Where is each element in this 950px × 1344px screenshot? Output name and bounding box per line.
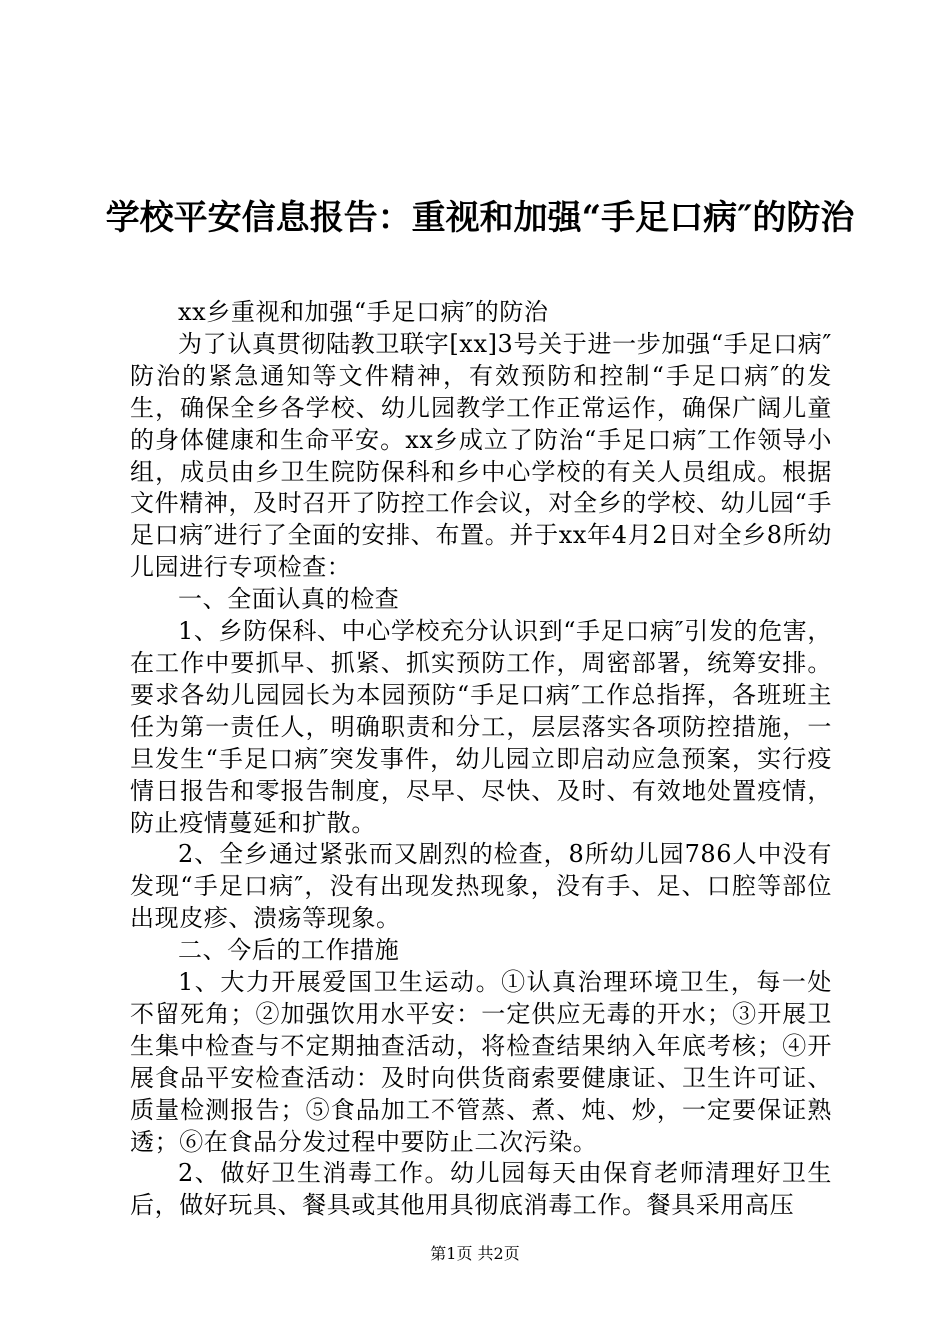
paragraph-2-1: 1、大力开展爱国卫生运动。①认真治理环境卫生，每一处不留死角；②加强饮用水平安：一定供应无毒的开水；③开展卫生集中检查与不定期抽查活动，将检查结果纳入年底考核；④开展食品平安检查活动：及时向供货商索要健康证、卫生许可证、质量检测报告；⑤食品加工不管蒸、煮、炖、炒，一定要保证熟透；⑥在食品分发过程中要防止二次污染。 xyxy=(130,968,832,1156)
paragraph-1-2: 2、全乡通过紧张而又剧烈的检查，8所幼儿园786人中没有发现“手足口病″，没有出现发热现象，没有手、足、口腔等部位出现皮疹、溃疡等现象。 xyxy=(130,840,832,933)
paragraph-2-2: 2、做好卫生消毒工作。幼儿园每天由保育老师清理好卫生后，做好玩具、餐具或其他用具彻底消毒工作。餐具采用高压 xyxy=(130,1159,832,1220)
paragraph-1-1: 1、乡防保科、中心学校充分认识到“手足口病″引发的危害，在工作中要抓早、抓紧、抓实预防工作，周密部署，统筹安排。要求各幼儿园园长为本园预防“手足口病″工作总指挥，各班班主任为第一责任人，明确职责和分工，层层落实各项防控措施，一旦发生“手足口病″突发事件，幼儿园立即启动应急预案，实行疫情日报告和零报告制度，尽早、尽快、及时、有效地处置疫情，防止疫情蔓延和扩散。 xyxy=(130,617,832,837)
paragraph-intro: 为了认真贯彻陆教卫联字[xx]3号关于进一步加强“手足口病″防治的紧急通知等文件精神，有效预防和控制“手足口病″的发生，确保全乡各学校、幼儿园教学工作正常运作，确保广阔儿童的身体健康和生命平安。xx乡成立了防治“手足口病″工作领导小组，成员由乡卫生院防保科和乡中心学校的有关人员组成。根据文件精神，及时召开了防控工作会议，对全乡的学校、幼儿园“手足口病″进行了全面的安排、布置。并于xx年4月2日对全乡8所幼儿园进行专项检查： xyxy=(130,329,832,582)
document-body xyxy=(130,297,832,1222)
document-title: 学校平安信息报告：重视和加强“手足口病″的防治 xyxy=(105,198,855,238)
section-heading-1: 一、全面认真的检查 xyxy=(178,585,400,614)
paragraph-subtitle: xx乡重视和加强“手足口病″的防治 xyxy=(178,298,549,326)
page-footer: 第1页 共2页 xyxy=(430,1244,520,1263)
section-heading-2: 二、今后的工作措施 xyxy=(178,936,400,965)
